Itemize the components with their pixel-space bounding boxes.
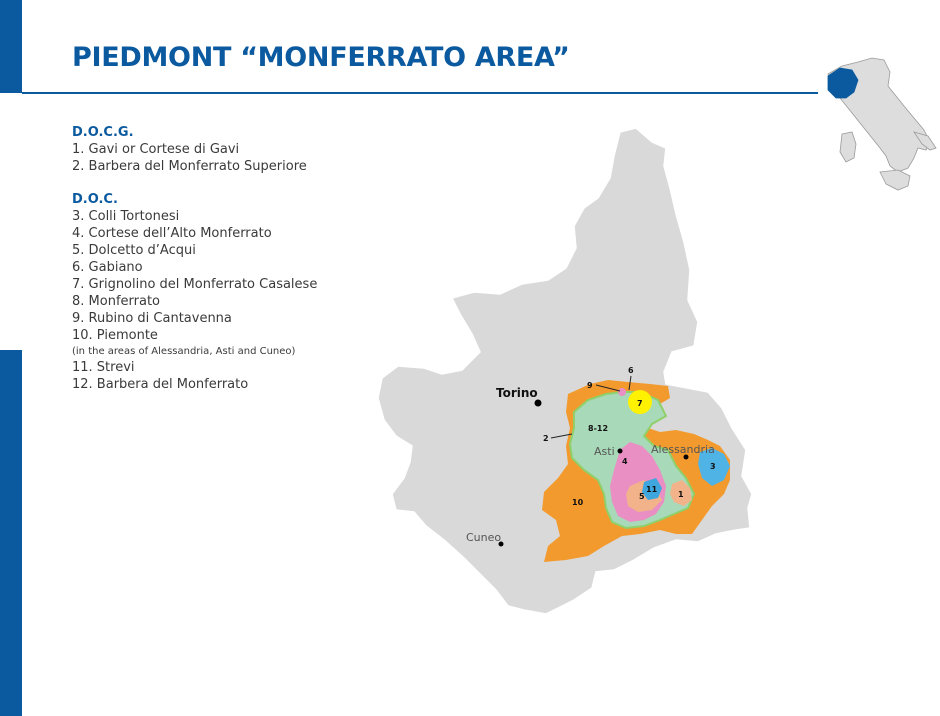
- city-label-cuneo: Cuneo: [466, 531, 502, 544]
- legend-item-3: 3. Colli Tortonesi: [72, 209, 180, 224]
- legend-item-11: 11. Strevi: [72, 360, 135, 375]
- legend-item-2: 2. Barbera del Monferrato Superiore: [72, 159, 307, 174]
- zone-label-8-12: 8-12: [588, 424, 609, 433]
- city-label-asti: Asti: [594, 445, 615, 458]
- legend-item-6: 6. Gabiano: [72, 260, 143, 275]
- zone-label-7: 7: [637, 399, 643, 408]
- docg-heading: D.O.C.G.: [72, 125, 134, 140]
- legend-item-8: 8. Monferrato: [72, 294, 160, 309]
- zone-label-2: 2: [543, 434, 549, 443]
- zone-label-3: 3: [710, 462, 716, 471]
- zone-label-9: 9: [587, 381, 593, 390]
- legend-item-12: 12. Barbera del Monferrato: [72, 377, 249, 392]
- legend-item-7: 7. Grignolino del Monferrato Casalese: [72, 277, 318, 292]
- city-label-torino: Torino: [496, 386, 538, 400]
- doc-heading: D.O.C.: [72, 192, 118, 207]
- zone-label-10: 10: [572, 498, 584, 507]
- city-label-alessandria: Alessandria: [651, 443, 715, 456]
- zone-label-4: 4: [622, 457, 628, 466]
- legend-item-5: 5. Dolcetto d’Acqui: [72, 243, 196, 258]
- torino-marker: [535, 400, 542, 407]
- zone-label-1: 1: [678, 490, 684, 499]
- legend-item-10: 10. Piemonte: [72, 328, 158, 343]
- page-title: PIEDMONT “MONFERRATO AREA”: [72, 42, 570, 73]
- italy-locator-map: [828, 58, 936, 190]
- asti-marker: [618, 449, 623, 454]
- zone-label-5: 5: [639, 492, 645, 501]
- zone-label-6: 6: [628, 366, 634, 375]
- legend-item-10-note: (in the areas of Alessandria, Asti and Cuneo): [72, 346, 296, 357]
- zone-9-rubino: [618, 388, 626, 396]
- legend-item-1: 1. Gavi or Cortese di Gavi: [72, 142, 240, 157]
- legend-item-4: 4. Cortese dell’Alto Monferrato: [72, 226, 272, 241]
- sardinia-island: [840, 132, 856, 162]
- sicily-island: [880, 170, 910, 190]
- legend-item-9: 9. Rubino di Cantavenna: [72, 311, 232, 326]
- zone-label-11: 11: [646, 485, 658, 494]
